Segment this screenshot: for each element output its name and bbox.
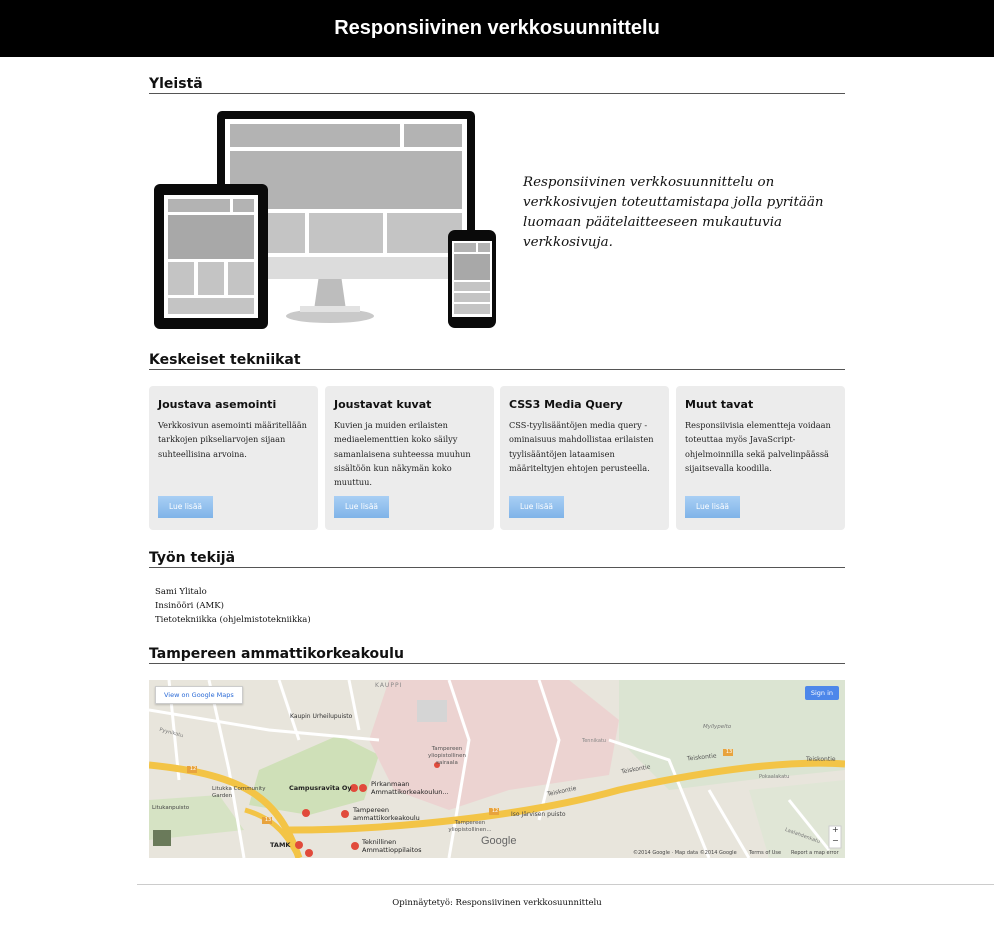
google-logo: Google <box>481 835 517 847</box>
technique-card <box>500 386 669 530</box>
card-text: Responsiivisia elementteja voidaan toteuttaa myös JavaScript-ohjelmoinnilla sekä palvelinpäässä sijaitsevalla koodilla. <box>685 420 831 473</box>
footer-text: Opinnäytetyö: Responsiivinen verkkosuunnittelu <box>392 898 602 908</box>
card-title: Muut tavat <box>685 398 754 411</box>
route-shield: 12 <box>491 808 499 814</box>
route-shield: 13 <box>264 817 272 823</box>
map-label: Myllypelto <box>703 724 732 730</box>
map-label: Teiskontie <box>806 756 836 763</box>
section-title-school: Tampereen ammattikorkeakoulu <box>149 646 845 664</box>
card-title: Joustavat kuvat <box>334 398 432 411</box>
sign-in-button[interactable]: Sign in <box>805 686 839 700</box>
site-header <box>0 0 994 57</box>
author-degree: Insinööri (AMK) <box>155 601 224 611</box>
map-label: Teiskontie <box>546 785 577 798</box>
zoom-in-button[interactable]: + <box>832 825 839 834</box>
section-title-techniques: Keskeiset tekniikat <box>149 352 845 370</box>
map-label: Tennikatu <box>582 738 607 744</box>
section-title-general: Yleistä <box>149 76 845 94</box>
map-label: Teiskontie <box>686 752 717 763</box>
read-more-button[interactable]: Lue lisää <box>158 496 213 518</box>
technique-card <box>325 386 494 530</box>
footer-divider <box>137 884 994 885</box>
site-title: Responsiivinen verkkosuunnittelu <box>334 17 660 39</box>
route-shield: 12 <box>189 766 197 772</box>
map-attribution: ©2014 Google · Map data ©2014 Google <box>633 850 737 856</box>
map-label: Kaupin Urheilupuisto <box>290 713 353 720</box>
map-label: Pirkanmaan Ammattikorkeakoulun... <box>371 780 449 796</box>
map-label: Teiskontie <box>620 763 651 776</box>
map-label: Pyynikatu <box>158 726 184 740</box>
author-field: Tietotekniikka (ohjelmistotekniikka) <box>155 615 311 625</box>
card-text: CSS-tyylisääntöjen media query -ominaisuus mahdollistaa erilaisten tyylisääntöjen lataamisen määriteltyjen ehtojen perusteella. <box>509 420 654 473</box>
map-label: Campusravita Oy <box>289 784 352 792</box>
map-canvas[interactable] <box>149 680 845 858</box>
card-text: Kuvien ja muiden erilaisten mediaelementtien koko säilyy samanlaisena suhteessa muuhun sisältöön kun näkymän koko muuttuu. <box>334 420 471 488</box>
read-more-button[interactable]: Lue lisää <box>509 496 564 518</box>
author-info <box>155 585 311 627</box>
author-name: Sami Ylitalo <box>155 587 207 597</box>
responsive-devices-illustration <box>150 108 500 332</box>
map-label: Iso Järvisen puisto <box>511 811 566 818</box>
terms-of-use-link[interactable]: Terms of Use <box>749 850 782 856</box>
read-more-button[interactable]: Lue lisää <box>334 496 389 518</box>
map-label: Teknillinen Ammattioppilaitos <box>362 838 422 854</box>
route-shield: 13 <box>725 749 733 755</box>
read-more-button[interactable]: Lue lisää <box>685 496 740 518</box>
technique-card <box>149 386 318 530</box>
map-label: KAUPPI <box>375 682 403 689</box>
map-label: Laalahdenkatu <box>784 826 821 846</box>
card-title: Joustava asemointi <box>158 398 277 411</box>
intro-text: Responsiivinen verkkosuunnittelu on verkkosivujen toteuttamistapa jolla pyritään luomaan päätelaitteeseen mukautuvia verkkosivuja. <box>523 175 824 250</box>
map-label: Pokaalakatu <box>759 774 790 780</box>
map-label: Tampereen yliopistollinen... <box>448 820 492 833</box>
map-label: Litukanpuisto <box>152 805 190 811</box>
map-label: Tampereen ammattikorkeakoulu <box>353 806 420 822</box>
zoom-out-button[interactable]: − <box>832 836 839 845</box>
technique-card <box>676 386 845 530</box>
card-text: Verkkosivun asemointi määritellään tarkkojen pikseliarvojen sijaan suhteellisina arvoina. <box>158 420 307 459</box>
report-map-error-link[interactable]: Report a map error <box>791 850 839 856</box>
embedded-map[interactable] <box>149 680 845 858</box>
map-label: Tampereen yliopistollinen sairaala <box>427 746 467 766</box>
map-label: Litukka Community Garden <box>212 786 266 799</box>
view-on-google-maps-link[interactable]: View on Google Maps <box>155 686 243 704</box>
map-label: TAMK <box>270 841 291 849</box>
section-title-author: Työn tekijä <box>149 550 845 568</box>
card-title: CSS3 Media Query <box>509 398 623 411</box>
